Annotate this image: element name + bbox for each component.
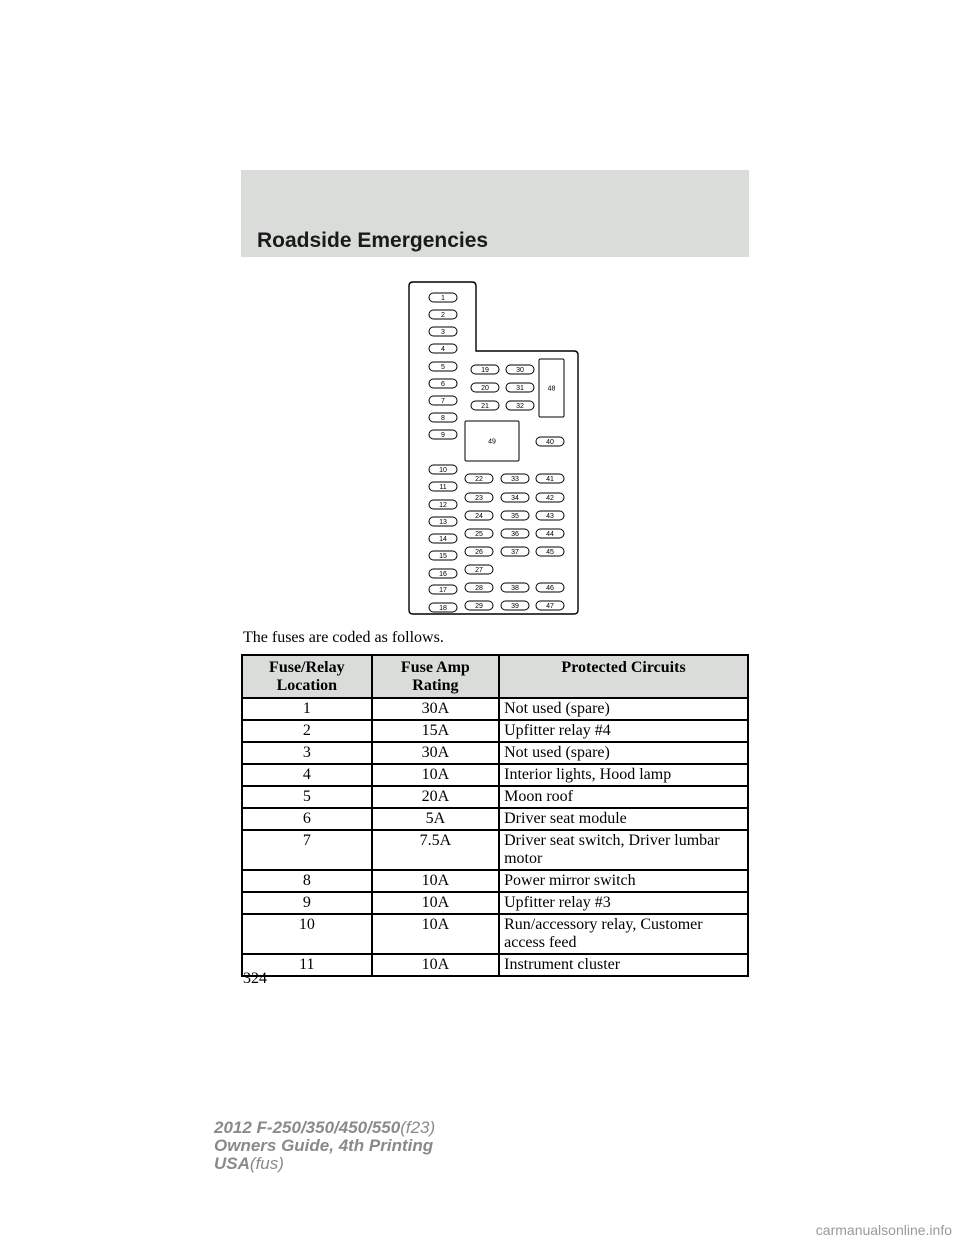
fuse-3 <box>429 327 457 336</box>
cell-circuits <box>499 764 748 786</box>
fuse-label: 27 <box>475 567 483 574</box>
fuse-37 <box>501 547 529 556</box>
cell-rating: 10A <box>372 914 499 954</box>
circuit-text: motor <box>504 850 543 867</box>
cell-rating: 10A <box>372 764 499 786</box>
circuit-text: Driver seat module <box>504 810 627 827</box>
cell-circuits <box>499 720 748 742</box>
fuse-41 <box>536 474 564 483</box>
fuse-19 <box>471 365 499 374</box>
fuse-2 <box>429 310 457 319</box>
fuse-label: 16 <box>439 571 447 578</box>
circuit-text: access feed <box>504 934 577 951</box>
cell-location: 1 <box>242 698 372 720</box>
fuse-label: 36 <box>511 531 519 538</box>
fuse-20 <box>471 383 499 392</box>
fuse-label: 8 <box>441 415 445 422</box>
fuse-11 <box>429 482 457 491</box>
relay-48 <box>539 359 564 417</box>
fuse-16 <box>429 569 457 578</box>
fuse-39 <box>501 601 529 610</box>
cell-circuits <box>499 954 748 976</box>
cell-location: 6 <box>242 808 372 830</box>
fuse-44 <box>536 529 564 538</box>
fuse-18 <box>429 603 457 612</box>
cell-circuits <box>499 830 748 870</box>
fuse-12 <box>429 500 457 509</box>
cell-rating: 30A <box>372 698 499 720</box>
table-row <box>242 914 748 954</box>
fuse-label: 23 <box>475 495 483 502</box>
cell-location: 2 <box>242 720 372 742</box>
footer-line-3: USA(fus) <box>214 1154 284 1173</box>
fuse-panel-svg <box>408 281 580 615</box>
cell-rating: 10A <box>372 870 499 892</box>
circuit-text: Upfitter relay #3 <box>504 894 611 911</box>
fuse-label: 33 <box>511 476 519 483</box>
fuse-label: 43 <box>546 513 554 520</box>
footer-line-1: 2012 F-250/350/450/550(f23) <box>214 1118 436 1137</box>
header-location: Fuse/Relay Location <box>242 655 372 698</box>
circuit-text: Power mirror switch <box>504 872 636 889</box>
cell-rating: 20A <box>372 786 499 808</box>
page-number: 324 <box>243 970 267 987</box>
fuse-label: 35 <box>511 513 519 520</box>
fuse-7 <box>429 396 457 405</box>
fuse-8 <box>429 413 457 422</box>
fuse-label: 49 <box>488 438 496 446</box>
fuse-label: 28 <box>475 585 483 592</box>
fuse-34 <box>501 493 529 502</box>
fuse-label: 44 <box>546 531 554 538</box>
fuse-label: 41 <box>546 476 554 483</box>
fuse-45 <box>536 547 564 556</box>
fuse-22 <box>465 474 493 483</box>
fuse-31 <box>506 383 534 392</box>
cell-circuits <box>499 698 748 720</box>
fuse-label: 9 <box>441 432 445 439</box>
table-header-row <box>242 655 748 698</box>
fuse-label: 48 <box>547 385 556 393</box>
cell-rating: 15A <box>372 720 499 742</box>
fuse-label: 40 <box>546 439 554 446</box>
cell-location: 11 <box>242 954 372 976</box>
section-header <box>241 170 749 257</box>
fuse-label: 26 <box>475 549 483 556</box>
fuse-label: 30 <box>516 367 524 374</box>
table-row <box>242 720 748 742</box>
cell-circuits <box>499 892 748 914</box>
fuse-label: 29 <box>475 603 483 610</box>
fuse-label: 6 <box>441 381 445 388</box>
fuse-label: 24 <box>475 513 483 520</box>
fuse-46 <box>536 583 564 592</box>
fuse-47 <box>536 601 564 610</box>
fuse-label: 13 <box>439 519 447 526</box>
fuse-label: 19 <box>481 367 489 374</box>
fuse-36 <box>501 529 529 538</box>
header-circuits: Protected Circuits <box>499 655 748 698</box>
table-row <box>242 830 748 870</box>
fuse-27 <box>465 565 493 574</box>
fuse-label: 11 <box>439 484 447 491</box>
fuse-table <box>241 654 749 977</box>
fuse-label: 7 <box>441 398 445 405</box>
header-rating: Fuse Amp Rating <box>372 655 499 698</box>
cell-circuits <box>499 870 748 892</box>
fuse-label: 2 <box>441 312 445 319</box>
fuse-43 <box>536 511 564 520</box>
cell-rating: 30A <box>372 742 499 764</box>
fuse-38 <box>501 583 529 592</box>
fuse-label: 5 <box>441 364 445 371</box>
fuse-26 <box>465 547 493 556</box>
fuse-label: 25 <box>475 531 483 538</box>
fuse-29 <box>465 601 493 610</box>
cell-location: 8 <box>242 870 372 892</box>
circuit-text: Not used (spare) <box>504 700 610 717</box>
cell-circuits <box>499 742 748 764</box>
fuse-label: 42 <box>546 495 554 502</box>
fuse-label: 4 <box>441 346 445 353</box>
circuit-text: Moon roof <box>504 788 573 805</box>
fuse-13 <box>429 517 457 526</box>
table-row <box>242 892 748 914</box>
fuse-33 <box>501 474 529 483</box>
cell-circuits <box>499 914 748 954</box>
circuit-text: Instrument cluster <box>504 956 621 973</box>
cell-circuits <box>499 808 748 830</box>
fuse-label: 37 <box>511 549 519 556</box>
fuse-label: 45 <box>546 549 554 556</box>
table-row <box>242 742 748 764</box>
cell-rating: 5A <box>372 808 499 830</box>
fuse-4 <box>429 344 457 353</box>
fuse-17 <box>429 585 457 594</box>
fuse-label: 47 <box>546 603 554 610</box>
fuse-panel-diagram <box>408 281 580 615</box>
fuse-24 <box>465 511 493 520</box>
fuse-label: 34 <box>511 495 519 502</box>
fuse-label: 17 <box>439 587 447 594</box>
circuit-text: Run/accessory relay, Customer <box>504 916 703 933</box>
fuse-35 <box>501 511 529 520</box>
fuse-label: 20 <box>481 385 489 392</box>
cell-location: 10 <box>242 914 372 954</box>
cell-location: 9 <box>242 892 372 914</box>
fuse-label: 46 <box>546 585 554 592</box>
cell-location: 5 <box>242 786 372 808</box>
table-row <box>242 808 748 830</box>
circuit-text: Upfitter relay #4 <box>504 722 611 739</box>
section-title: Roadside Emergencies <box>257 229 489 252</box>
fuse-10 <box>429 465 457 474</box>
cell-rating: 7.5A <box>372 830 499 870</box>
fuse-label: 14 <box>439 536 447 543</box>
table-row <box>242 786 748 808</box>
fuse-label: 1 <box>441 295 445 302</box>
fuse-label: 12 <box>439 502 447 509</box>
fuse-label: 22 <box>475 476 483 483</box>
fuse-28 <box>465 583 493 592</box>
fuse-14 <box>429 534 457 543</box>
circuit-text: Driver seat switch, Driver lumbar <box>504 832 720 849</box>
footer-line-2: Owners Guide, 4th Printing <box>214 1136 434 1155</box>
circuit-text: Interior lights, Hood lamp <box>504 766 672 783</box>
fuse-9 <box>429 430 457 439</box>
cell-location: 7 <box>242 830 372 870</box>
fuse-label: 3 <box>441 329 445 336</box>
fuse-label: 32 <box>516 403 524 410</box>
cell-location: 4 <box>242 764 372 786</box>
fuse-15 <box>429 551 457 560</box>
fuse-1 <box>429 293 457 302</box>
fuse-label: 39 <box>511 603 519 610</box>
cell-rating: 10A <box>372 892 499 914</box>
fuse-30 <box>506 365 534 374</box>
cell-rating: 10A <box>372 954 499 976</box>
table-row <box>242 870 748 892</box>
circuit-text: Not used (spare) <box>504 744 610 761</box>
fuse-32 <box>506 401 534 410</box>
fuse-40 <box>536 437 564 446</box>
fuse-21 <box>471 401 499 410</box>
table-row <box>242 764 748 786</box>
fuse-label: 18 <box>439 605 447 612</box>
fuse-label: 15 <box>439 553 447 560</box>
cell-circuits <box>499 786 748 808</box>
fuse-42 <box>536 493 564 502</box>
table-intro: The fuses are coded as follows. <box>243 629 444 646</box>
fuse-23 <box>465 493 493 502</box>
document-footer <box>214 1119 435 1173</box>
fuse-25 <box>465 529 493 538</box>
fuse-label: 21 <box>481 403 489 410</box>
table-row <box>242 698 748 720</box>
fuse-label: 38 <box>511 585 519 592</box>
fuse-6 <box>429 379 457 388</box>
fuse-label: 31 <box>516 385 524 392</box>
watermark: carmanualsonline.info <box>815 1222 952 1238</box>
cell-location: 3 <box>242 742 372 764</box>
fuse-5 <box>429 362 457 371</box>
relay-49 <box>465 421 519 461</box>
table-row <box>242 954 748 976</box>
fuse-label: 10 <box>439 467 447 474</box>
